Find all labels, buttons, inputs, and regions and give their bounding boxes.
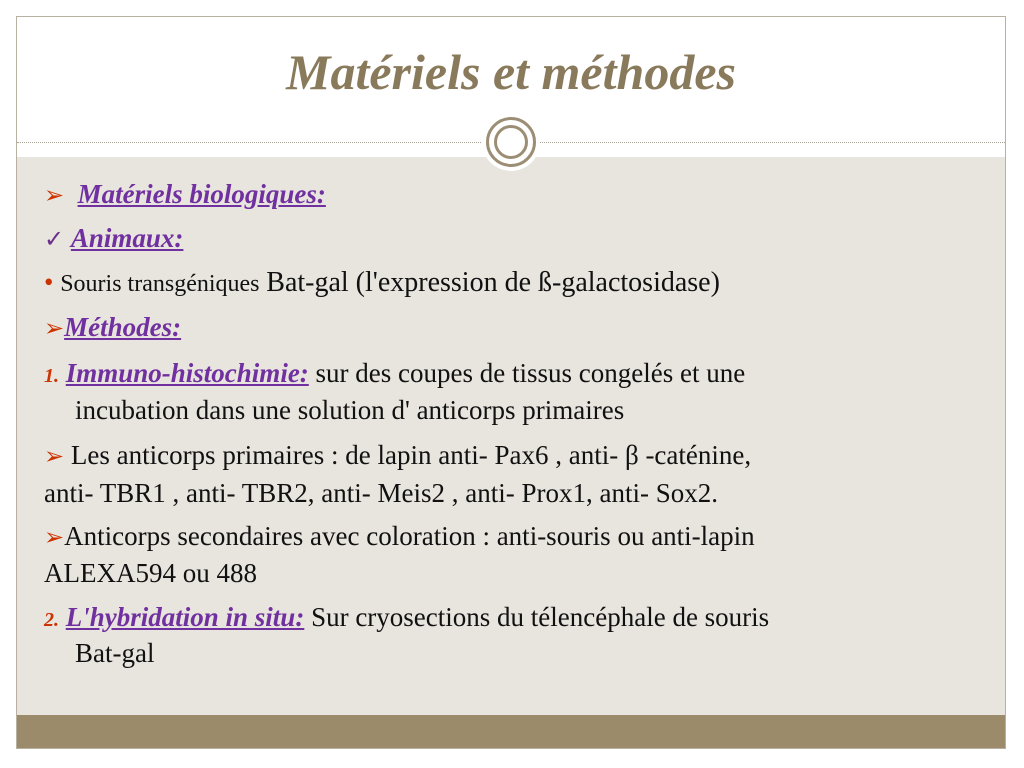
arrow-bullet-icon: ➢	[44, 316, 65, 342]
line-animaux	[44, 222, 183, 256]
number-two: 2.	[44, 609, 59, 631]
souris-rest: Bat-gal (l'expression de ß-galactosidase)	[266, 267, 720, 298]
arrow-bullet-icon: ➢	[44, 525, 65, 551]
hybridation-text-2: Bat-gal	[75, 638, 155, 668]
bullet-icon: •	[44, 267, 54, 297]
line-immuno-cont	[75, 394, 624, 426]
methodes-heading: Méthodes:	[64, 312, 182, 342]
animaux-heading: Animaux:	[70, 223, 184, 253]
ornament-inner-ring	[494, 125, 528, 159]
arrow-bullet-icon: ➢	[44, 183, 65, 209]
line-hybridation	[44, 601, 769, 636]
line-primaires	[44, 439, 751, 473]
primaires-text-1: Les anticorps primaires : de lapin anti- Pax6 , anti- β -caténine,	[70, 440, 752, 470]
hybridation-text-1: Sur cryosections du télencéphale de souris	[311, 602, 770, 632]
secondaires-text-2: ALEXA594 ou 488	[44, 558, 257, 588]
arrow-bullet-icon: ➢	[44, 444, 65, 470]
hybridation-heading: L'hybridation in situ:	[65, 602, 305, 632]
immuno-text-1: sur des coupes de tissus congelés et une	[315, 358, 746, 388]
primaires-text-2: anti- TBR1 , anti- TBR2, anti- Meis2 , anti- Prox1, anti- Sox2.	[44, 478, 718, 508]
footer-bar	[17, 715, 1005, 748]
line-souris	[44, 266, 720, 300]
immuno-heading: Immuno-histochimie:	[65, 358, 309, 388]
check-bullet-icon: ✓	[44, 227, 65, 253]
materiels-heading: Matériels biologiques:	[77, 179, 326, 209]
slide-title: Matériels et méthodes	[286, 44, 736, 100]
line-hybridation-cont	[75, 637, 154, 669]
line-immuno	[44, 357, 745, 392]
souris-prefix: Souris transgéniques	[60, 271, 260, 297]
number-one: 1.	[44, 365, 59, 387]
line-methodes	[44, 311, 181, 345]
secondaires-text-1: Anticorps secondaires avec coloration : anti-souris ou anti-lapin	[64, 521, 755, 551]
line-secondaires-cont	[44, 557, 257, 589]
line-secondaires	[44, 520, 755, 554]
line-materiels	[44, 178, 326, 212]
immuno-text-2: incubation dans une solution d' anticorps primaires	[75, 395, 625, 425]
line-primaires-cont	[44, 477, 718, 509]
